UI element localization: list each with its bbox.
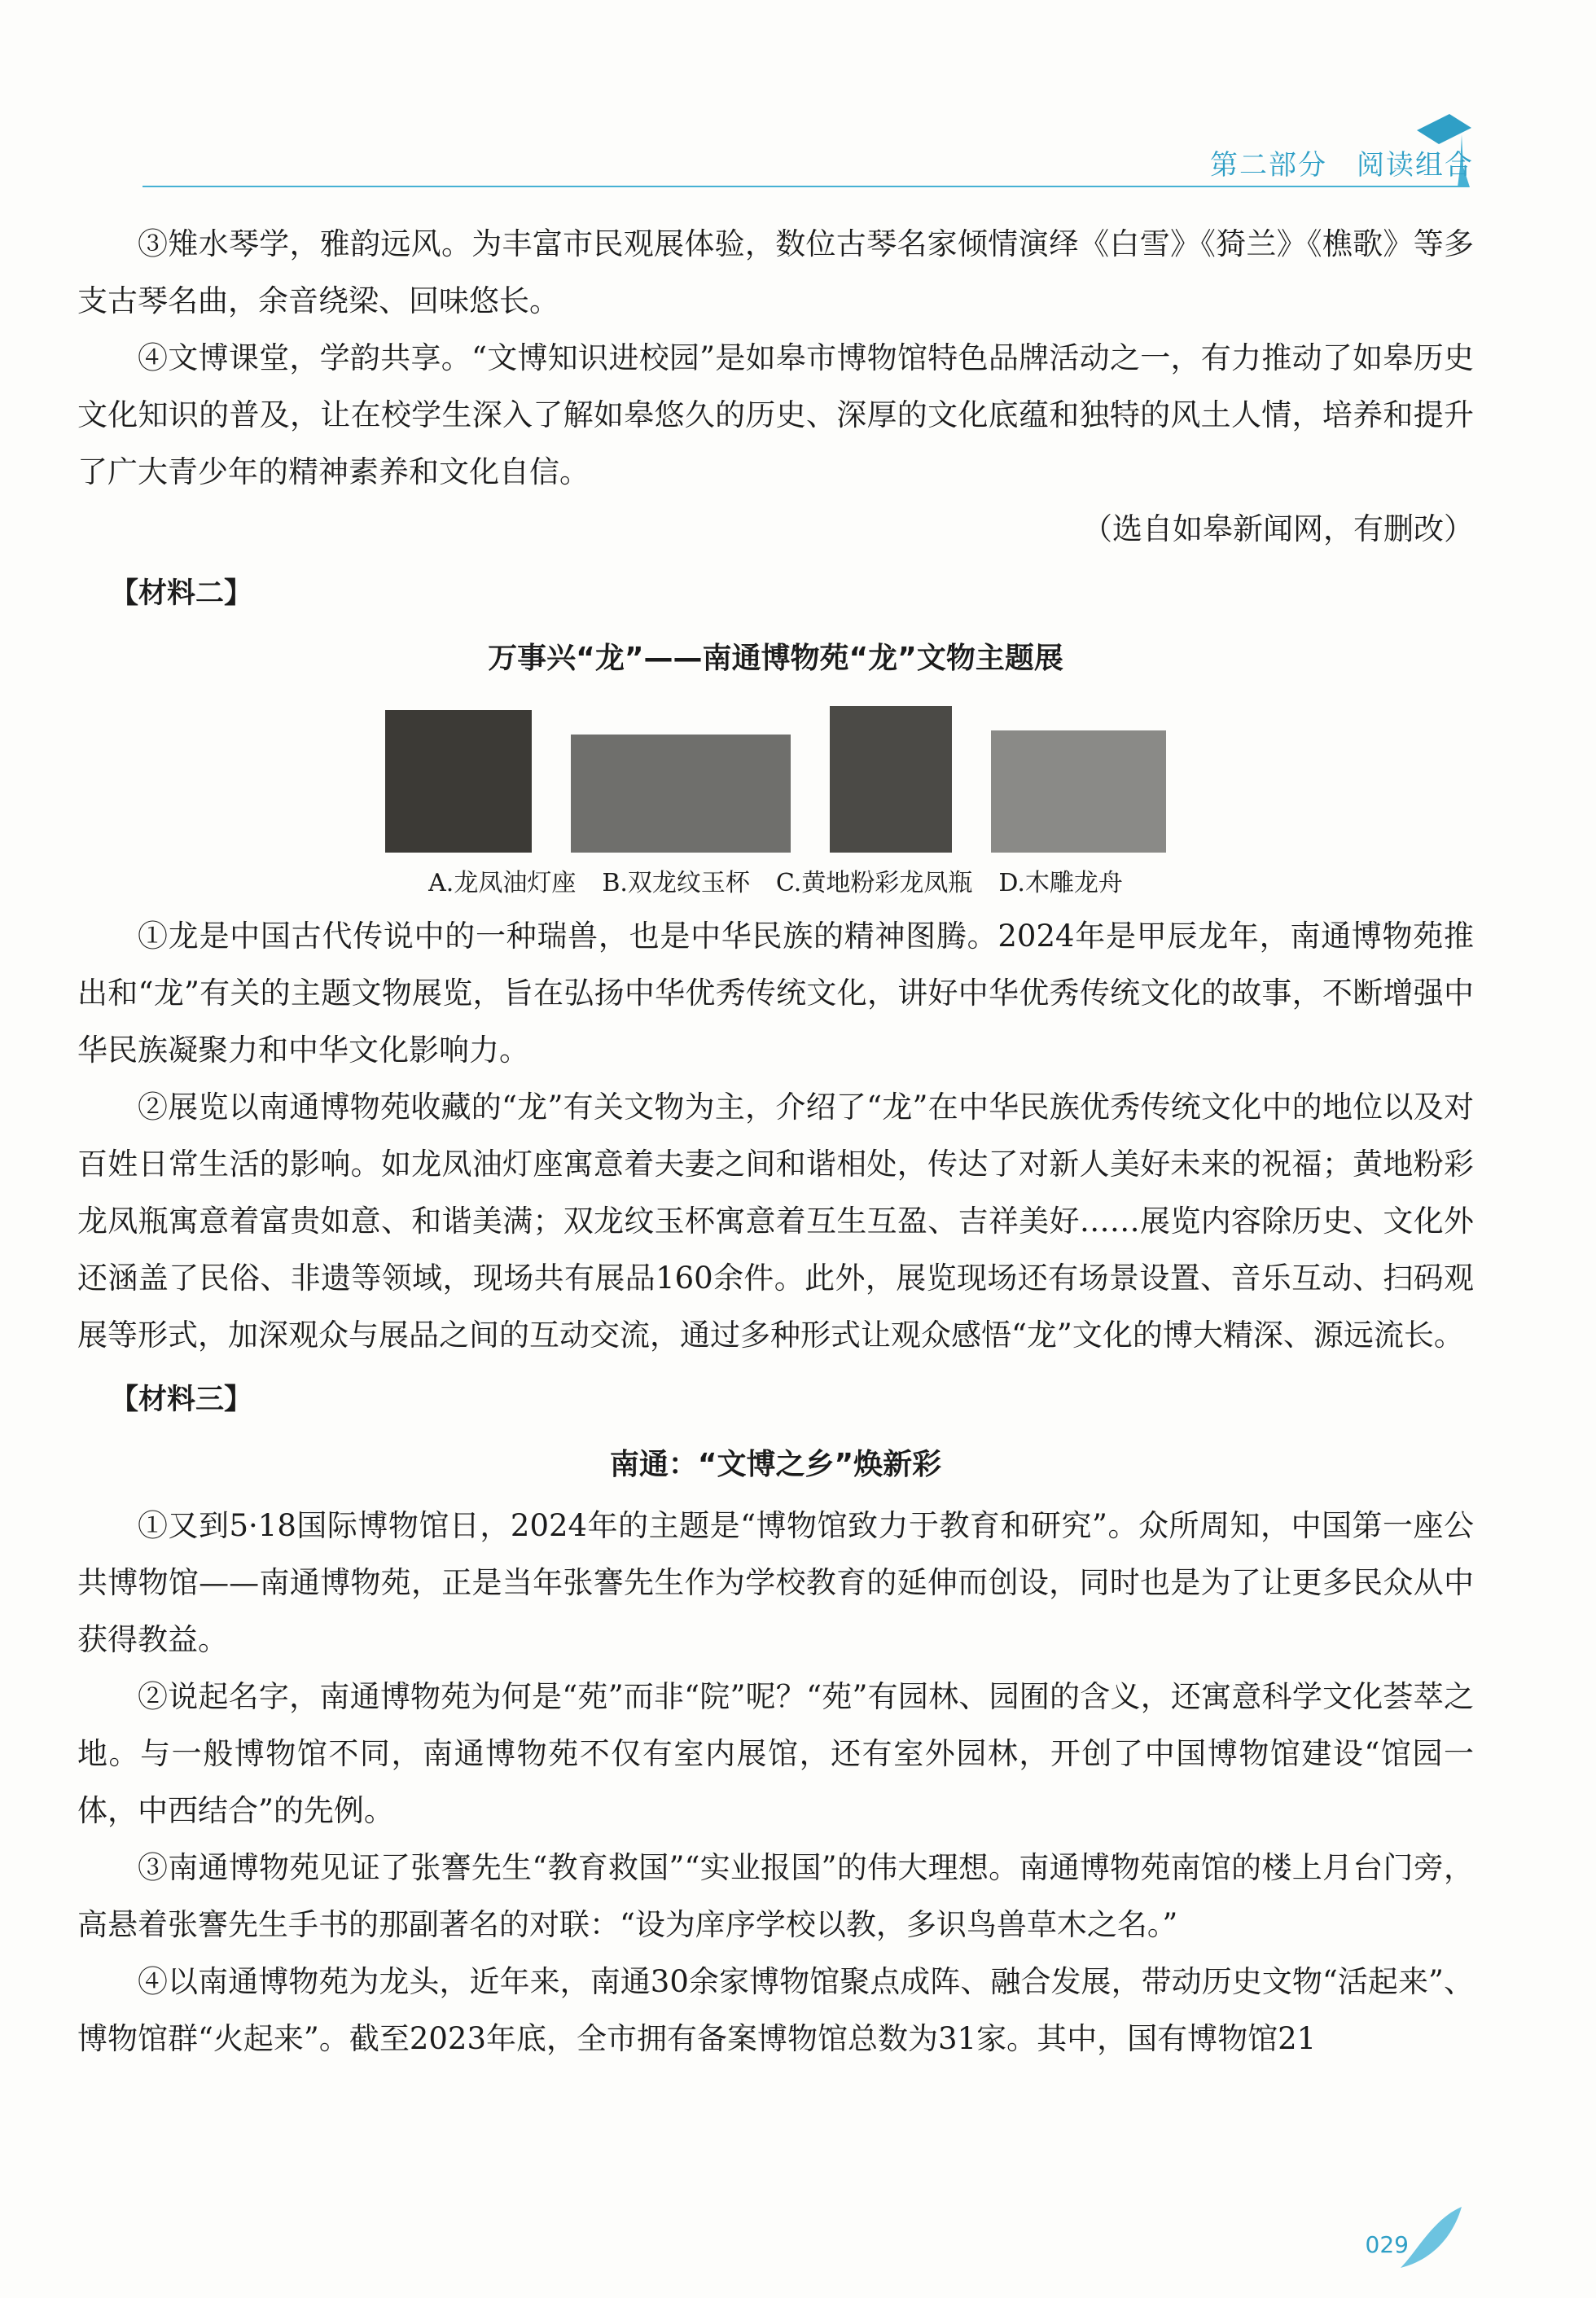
artifact-photo-lamp-stand	[385, 710, 532, 853]
header-section: 阅读组合	[1357, 149, 1474, 182]
header-rule	[142, 186, 1466, 187]
m2-paragraph-2: ②展览以南通博物苑收藏的“龙”有关文物为主，介绍了“龙”在中华民族优秀传统文化中的地位以及对百姓日常生活的影响。如龙凤油灯座寓意着夫妻之间和谐相处，传达了对新人美好未来的祝福；黄地粉彩龙凤瓶寓意着富贵如意、和谐美满；双龙纹玉杯寓意着互生互盈、吉祥美好……展览内容除历史、文化外还涵盖了民俗、非遗等领域，现场共有展品160余件。此外，展览现场还有场景设置、音乐互动、扫码观展等形式，加深观众与展品之间的互动交流，通过多种形式让观众感悟“龙”文化的博大精深、源远流长。	[77, 1090, 1474, 1353]
m3-paragraph-3: ③南通博物苑见证了张謇先生“教育救国”“实业报国”的伟大理想。南通博物苑南馆的楼上月台门旁，高悬着张謇先生手书的那副著名的对联：“设为庠序学校以教，多识鸟兽草木之名。”	[77, 1850, 1474, 1942]
artifact-photo-jade-cup	[571, 735, 791, 853]
caption-a: A.龙凤油灯座	[428, 869, 577, 897]
page-content	[77, 216, 1474, 2068]
caption-c: C.黄地粉彩龙凤瓶	[775, 869, 973, 897]
m3-paragraph-4: ④以南通博物苑为龙头，近年来，南通30余家博物馆聚点成阵、融合发展，带动历史文物“活起来”、博物馆群“火起来”。截至2023年底，全市拥有备案博物馆总数为31家。其中，国有博物馆21	[77, 1964, 1474, 2056]
page-number: 029	[1365, 2231, 1409, 2258]
header-part: 第二部分	[1210, 149, 1327, 182]
m3-paragraph-1: ①又到5·18国际博物馆日，2024年的主题是“博物馆致力于教育和研究”。众所周知，中国第一座公共博物馆——南通博物苑，正是当年张謇先生作为学校教育的延伸而创设，同时也是为了让更多民众从中获得教益。	[77, 1508, 1474, 1657]
material-3-title: 南通：“文博之乡”焕新彩	[609, 1448, 942, 1481]
m3-paragraph-2: ②说起名字，南通博物苑为何是“苑”而非“院”呢？“苑”有园林、园囿的含义，还寓意科学文化荟萃之地。与一般博物馆不同，南通博物苑不仅有室内展馆，还有室外园林，开创了中国博物馆建设“馆园一体，中西结合”的先例。	[77, 1679, 1474, 1828]
m1-source: （选自如皋新闻网，有删改）	[1082, 511, 1474, 546]
material-3-label: 【材料三】	[110, 1384, 253, 1416]
material-2-title: 万事兴“龙”——南通博物苑“龙”文物主题展	[488, 642, 1063, 675]
artifact-gallery	[77, 706, 1474, 853]
material-2-label: 【材料二】	[110, 577, 253, 610]
caption-d: D.木雕龙舟	[998, 869, 1123, 897]
artifact-captions	[77, 859, 1474, 908]
header-title	[1210, 143, 1474, 182]
artifact-photo-dragon-boat	[991, 730, 1166, 853]
caption-b: B.双龙纹玉杯	[602, 869, 750, 897]
m1-paragraph-4: ④文博课堂，学韵共享。“文博知识进校园”是如皋市博物馆特色品牌活动之一，有力推动了如皋历史文化知识的普及，让在校学生深入了解如皋悠久的历史、深厚的文化底蕴和独特的风土人情，培养和提升了广大青少年的精神素养和文化自信。	[77, 340, 1474, 489]
m2-paragraph-1: ①龙是中国古代传说中的一种瑞兽，也是中华民族的精神图腾。2024年是甲辰龙年，南通博物苑推出和“龙”有关的主题文物展览，旨在弘扬中华优秀传统文化，讲好中华优秀传统文化的故事，不断增强中华民族凝聚力和中华文化影响力。	[77, 919, 1474, 1068]
artifact-photo-vase	[830, 706, 952, 853]
m1-paragraph-3: ③雉水琴学，雅韵远风。为丰富市民观展体验，数位古琴名家倾情演绎《白雪》《猗兰》《樵歌》等多支古琴名曲，余音绕梁、回味悠长。	[77, 226, 1474, 318]
page-header	[0, 0, 1596, 195]
